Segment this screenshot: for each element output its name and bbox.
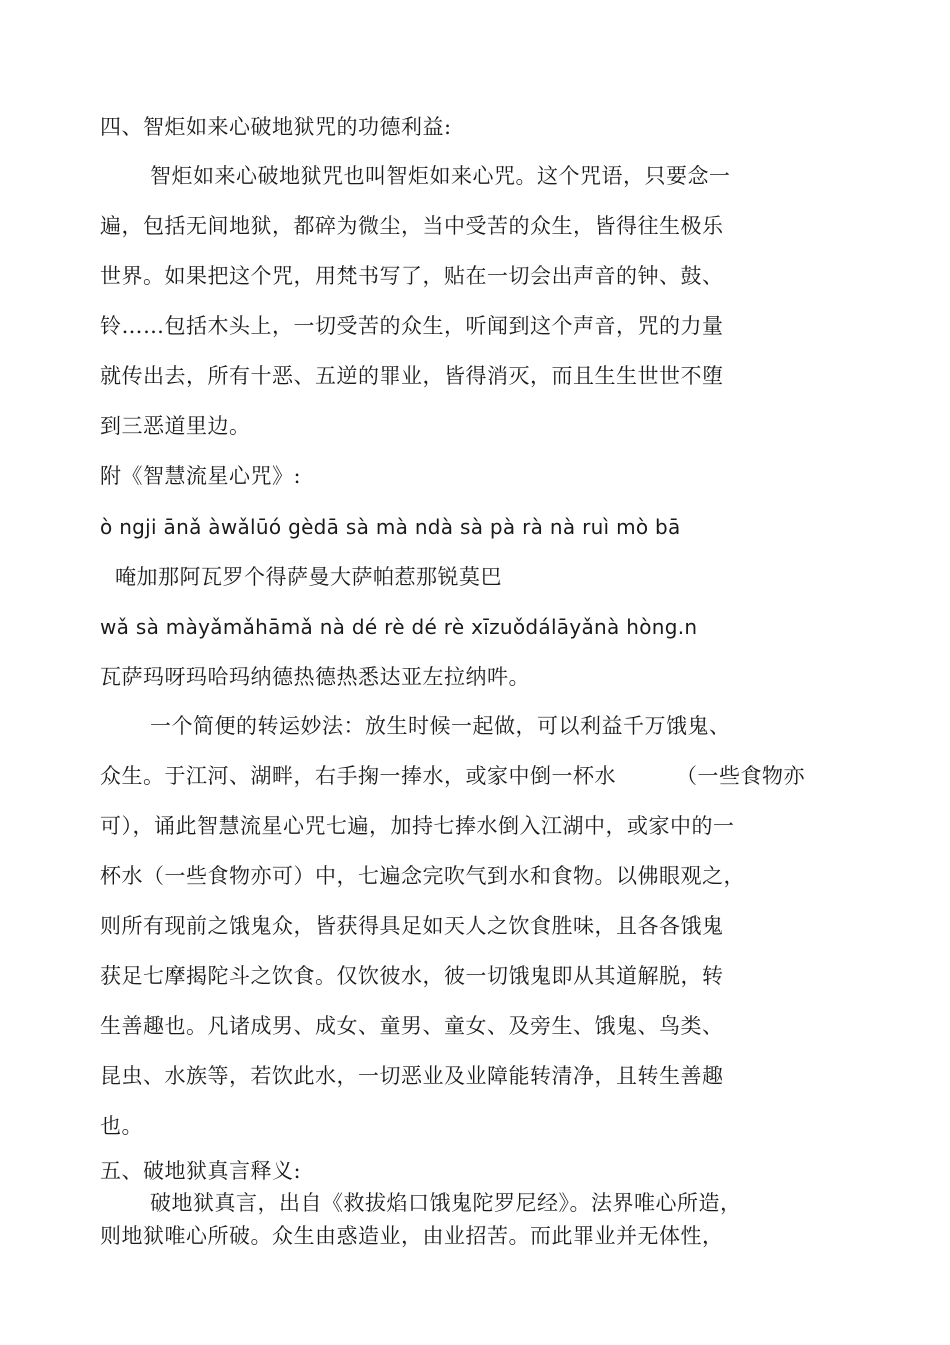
paragraph-line: 一个简便的转运妙法：放生时候一起做，可以利益千万饿鬼、 (150, 714, 731, 738)
appendix-heading: 附《智慧流星心咒》: (100, 464, 302, 488)
paragraph-line: 遍，包括无间地狱，都碎为微尘，当中受苦的众生，皆得往生极乐 (100, 214, 724, 238)
mantra-pinyin-line-1: ò ngji ānǎ àwǎlūó gèdā sà mà ndà sà pà rà nà ruì mò bā (100, 515, 681, 539)
paragraph-line: 获足七摩揭陀斗之饮食。仅饮彼水，彼一切饿鬼即从其道解脱，转 (100, 964, 724, 988)
paragraph-text: （一些食物亦 (676, 764, 805, 788)
paragraph-line (100, 762, 805, 790)
mantra-pinyin-line-2: wǎ sà màyǎmǎhāmǎ nà dé rè dé rè xīzuǒdálāyǎnà hòng.n (100, 615, 698, 639)
paragraph-line: 昆虫、水族等，若饮此水，一切恶业及业障能转清净，且转生善趣 (100, 1064, 724, 1088)
section-heading-5: 五、破地狱真言释义: (100, 1159, 302, 1183)
paragraph-line: 也。 (100, 1114, 143, 1138)
section-heading-4: 四、智炬如来心破地狱咒的功德利益: (100, 115, 452, 139)
paragraph-line: 到三恶道里边。 (100, 414, 251, 438)
paragraph-line: 杯水（一些食物亦可）中，七遍念完吹气到水和食物。以佛眼观之， (100, 864, 745, 888)
paragraph-line: 就传出去，所有十恶、五逆的罪业，皆得消灭，而且生生世世不堕 (100, 364, 724, 388)
paragraph-line: 则所有现前之饿鬼众，皆获得具足如天人之饮食胜味，且各各饿鬼 (100, 914, 724, 938)
paragraph-line: 智炬如来心破地狱咒也叫智炬如来心咒。这个咒语，只要念一 (150, 164, 731, 188)
paragraph-line: 可），诵此智慧流星心咒七遍，加持七捧水倒入江湖中，或家中的一 (100, 814, 735, 838)
paragraph-line: 世界。如果把这个咒，用梵书写了，贴在一切会出声音的钟、鼓、 (100, 264, 724, 288)
paragraph-line: 破地狱真言，出自《救拔焰口饿鬼陀罗尼经》。法界唯心所造， (150, 1191, 742, 1215)
mantra-hanzi-line-1: 唵加那阿瓦罗个得萨曼大萨帕惹那锐莫巴 (115, 565, 502, 589)
paragraph-line: 则地狱唯心所破。众生由惑造业，由业招苦。而此罪业并无体性， (100, 1224, 724, 1248)
mantra-hanzi-line-2: 瓦萨玛呀玛哈玛纳德热德热悉达亚左拉纳吽。 (100, 665, 530, 689)
paragraph-text: 众生。于江河、湖畔，右手掬一捧水，或家中倒一杯水 (100, 764, 616, 788)
paragraph-line: 生善趣也。凡诸成男、成女、童男、童女、及旁生、饿鬼、鸟类、 (100, 1014, 724, 1038)
paragraph-line: 铃……包括木头上，一切受苦的众生，听闻到这个声音，咒的力量 (100, 314, 724, 338)
